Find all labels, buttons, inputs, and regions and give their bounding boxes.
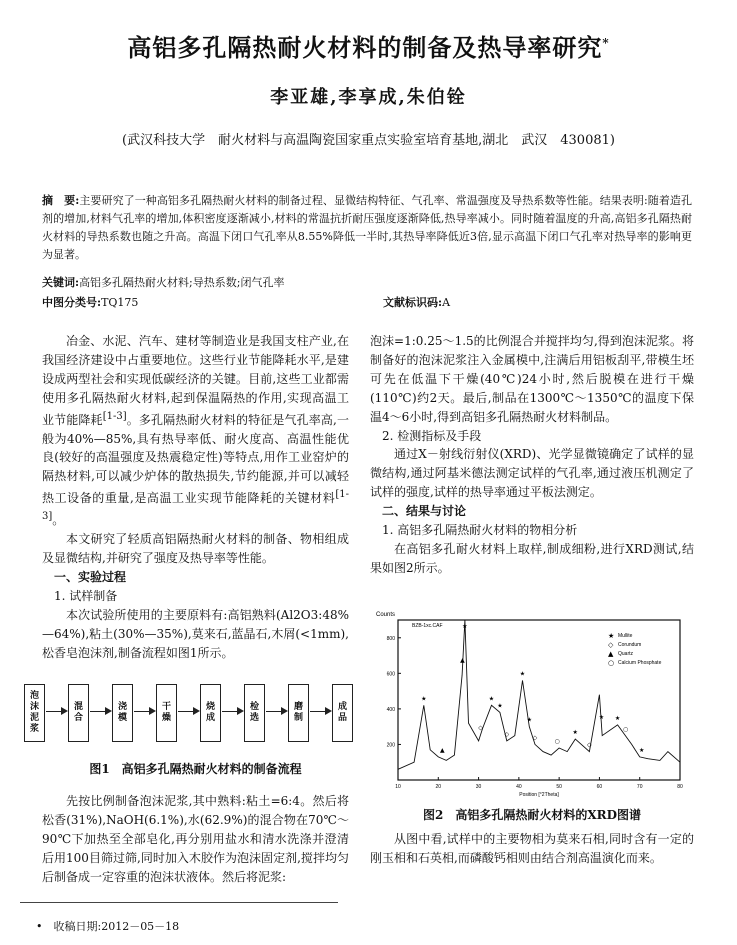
flow-arrow — [46, 711, 66, 712]
subsection-heading-methods: 2. 检测指标及手段 — [382, 428, 482, 443]
phase-marker: ○ — [554, 738, 560, 745]
abstract-label: 摘 要: — [42, 194, 80, 207]
abstract-text: 主要研究了一种高铝多孔隔热耐火材料的制备过程、显微结构特征、气孔率、常温强度及导热系数等性能。结果表明:随着造孔剂的增加,材料气孔率的增加,体积密度逐渐减小,材料的常温抗折耐压强度逐渐降低,热导率减小。同时随着温度的升高,高铝多孔隔热耐火材料的导热系数也随之升高。高温下闭口气孔率从8.55%降低一半时,其热导率降低近3倍,显示高温下闭口气孔率对热导率的影响更为显著。 — [42, 194, 693, 261]
materials-paragraph: 本次试验所使用的主要原料有:高铝熟料(Al2O3:48%—64%),粘土(30%—35%),莫来石,蓝晶石,木屑(<1mm),松香皂泡沫剂,制备流程如图1所示。 — [42, 607, 349, 660]
authors: 李亚雄,李享成,朱伯铨 — [270, 87, 467, 108]
title-footnote-mark: * — [602, 36, 610, 50]
legend-symbol-calcium-phosphate: ○ — [608, 659, 615, 667]
flow-arrow — [310, 711, 330, 712]
legend-corundum: Corundum — [618, 642, 642, 648]
flow-arrow — [134, 711, 154, 712]
right-column-top — [370, 332, 694, 578]
phase-marker: ◇ — [478, 724, 483, 732]
flow-arrow — [266, 711, 286, 712]
x-axis-label: Position [°2Theta] — [519, 792, 559, 798]
x-tick-label: 50 — [556, 784, 562, 790]
x-tick-label: 70 — [636, 784, 643, 790]
clc-label: 中图分类号: — [42, 296, 102, 309]
y-tick-label: 400 — [386, 706, 395, 713]
phase-marker: ★ — [519, 670, 526, 678]
discussion-paragraph: 从图中看,试样中的主要物相为莫来石相,同时含有一定的刚玉相和石英相,而磷酸钙相则由结合剂高温演化而来。 — [370, 832, 694, 865]
legend — [608, 632, 662, 667]
legend-quartz: Quartz — [618, 651, 634, 657]
x-tick-label: 30 — [475, 784, 482, 790]
flow-step: 烧成 — [200, 684, 221, 742]
abstract — [42, 192, 692, 264]
phase-marker: ★ — [639, 746, 645, 754]
x-tick-label: 60 — [596, 784, 603, 790]
legend-symbol-corundum: ◇ — [608, 641, 614, 649]
xrd-chart — [372, 606, 694, 798]
phase-marker: ★ — [614, 714, 621, 722]
citation: [1-3] — [102, 410, 127, 422]
intro-text-end: 。 — [52, 513, 65, 528]
phase-marker: ◇ — [532, 734, 538, 742]
doc-label: 文献标识码: — [383, 296, 443, 309]
clc-number — [42, 294, 138, 310]
figure2-caption: 图2 高铝多孔隔热耐火材料的XRD图谱 — [422, 808, 642, 822]
file-label: BZB-1xc.CAF — [412, 623, 443, 629]
legend-calcium-phosphate: Calcium Phosphate — [618, 660, 662, 666]
legend-mullite: Mullite — [618, 633, 633, 639]
procedure-continued: 泡沫=1:0.25～1.5的比例混合并搅拌均匀,得到泡沫泥浆。将制备好的泡沫泥浆注入金属模中,注满后用铝板刮平,带模生坯可先在低温下干燥(40℃)24小时,然后脱模在进行干燥(110℃)约2天。最后,制品在1300℃～1350℃的温度下保温4～6小时,得到高铝多孔隔热耐火材料制品。 — [370, 334, 694, 424]
flow-step: 磨制 — [288, 684, 309, 742]
flow-step: 检选 — [244, 684, 265, 742]
flow-arrow — [90, 711, 110, 712]
keywords — [42, 274, 692, 290]
left-column-top — [42, 332, 349, 662]
y-tick-label: 200 — [386, 742, 395, 749]
phase-marker: ★ — [488, 695, 495, 703]
x-tick-label: 20 — [435, 784, 442, 790]
clc-value: TQ175 — [101, 296, 139, 309]
keywords-label: 关键词: — [42, 276, 80, 289]
x-tick-label: 40 — [516, 784, 522, 790]
footnote-rule — [20, 902, 338, 903]
keywords-text: 高铝多孔隔热耐火材料;导热系数;闭气孔率 — [79, 276, 285, 289]
flow-arrow — [222, 711, 242, 712]
y-tick-label: 800 — [386, 635, 395, 642]
y-tick-label: 600 — [386, 671, 395, 678]
y-ticks — [387, 636, 401, 749]
intro-paragraph — [42, 332, 349, 530]
x-tick-label: 10 — [395, 784, 401, 790]
subsection-heading-phase: 1. 高铝多孔隔热耐火材料的物相分析 — [382, 523, 578, 538]
phase-marker: ▲ — [460, 657, 465, 665]
figure1-caption: 图1 高铝多孔隔热耐火材料的制备流程 — [89, 762, 302, 776]
phase-marker: ★ — [572, 729, 578, 737]
flow-step: 混合 — [68, 684, 89, 742]
flow-step: 泡沫泥浆 — [24, 684, 45, 742]
legend-symbol-mullite: ★ — [608, 632, 615, 640]
methods-paragraph: 通过X－射线衍射仪(XRD)、光学显微镜确定了试样的显微结构,通过阿基米德法测定试样的气孔率,通过液压机测定了试样的强度,试样的热导率通过平板法测定。 — [370, 447, 694, 500]
phase-marker: ○ — [622, 726, 629, 734]
y-axis-label: Counts — [376, 612, 396, 618]
subsection-heading-sample: 1. 试样制备 — [54, 588, 118, 603]
scope-paragraph: 本文研究了轻质高铝隔热耐火材料的制备、物相组成及显微结构,并研究了强度及热导率等性能。 — [42, 532, 349, 565]
legend-symbol-quartz: ▲ — [608, 650, 614, 658]
flow-step: 干燥 — [156, 684, 177, 742]
citation: [1-3] — [42, 489, 349, 523]
phase-marker: ★ — [462, 623, 468, 630]
intro-text-2: 。多孔隔热耐火材料的特征是气孔率高,一般为40%—85%,具有热导率低、耐火度高、高温性能优良(较好的高温强度及热震稳定性)等特点,用作工业窑炉的隔热材料,可以减少炉体的散热损失,节约能源,并可以减轻热工设备的重量,是高温工业实现节能降耗的关键材料 — [42, 412, 349, 506]
x-ticks — [395, 777, 683, 790]
left-column-bottom — [42, 792, 349, 887]
flowchart — [24, 678, 358, 748]
phase-marker: ★ — [598, 713, 605, 721]
phase-marker: ★ — [421, 695, 427, 703]
phase-marker: ★ — [526, 716, 533, 724]
flow-step: 浇模 — [112, 684, 133, 742]
flow-arrow — [178, 711, 198, 712]
phase-marker: ◇ — [587, 741, 592, 749]
x-tick-label: 80 — [677, 784, 683, 790]
paper-title — [0, 28, 737, 63]
phase-marker: ◇ — [504, 730, 510, 738]
received-date: • 收稿日期:2012－05－18 — [36, 920, 180, 933]
doc-value: A — [442, 296, 451, 309]
intro-text-1: 冶金、水泥、汽车、建材等制造业是我国支柱产业,在我国经济建设中占重要地位。这些行业节能降耗水平,是建设成两型社会和实现低碳经济的关键。目前,这些工业都需使用多孔隔热耐火材料,起到保温隔热的作用,实现高温工业节能降耗 — [42, 334, 349, 427]
right-column-bottom — [370, 830, 694, 868]
procedure-paragraph: 先按比例制备泡沫泥浆,其中熟料:粘土=6:4。然后将松香(31%),NaOH(6.1%),水(62.9%)的混合物在70℃～90℃下加热至全部皂化,再分别用盐水和清水洗涤并澄清后用100目筛过筛,同时加入木胶作为泡沫固定剂,搅拌均匀后制备成一定容重的泡沫状液体。然后将泥浆: — [42, 794, 349, 884]
section-heading-experiment: 一、实验过程 — [54, 569, 127, 584]
section-heading-results: 二、结果与讨论 — [382, 504, 467, 519]
flow-step: 成品 — [332, 684, 353, 742]
document-code — [383, 294, 450, 310]
affiliation: (武汉科技大学 耐火材料与高温陶瓷国家重点实验室培育基地,湖北 武汉 430081) — [122, 133, 615, 148]
phase-paragraph: 在高铝多孔耐火材料上取样,制成细粉,进行XRD测试,结果如图2所示。 — [370, 541, 694, 575]
phase-marker: ▲ — [440, 746, 445, 754]
phase-marker: ★ — [497, 702, 503, 710]
title-text: 高铝多孔隔热耐火材料的制备及热导率研究 — [127, 33, 603, 62]
